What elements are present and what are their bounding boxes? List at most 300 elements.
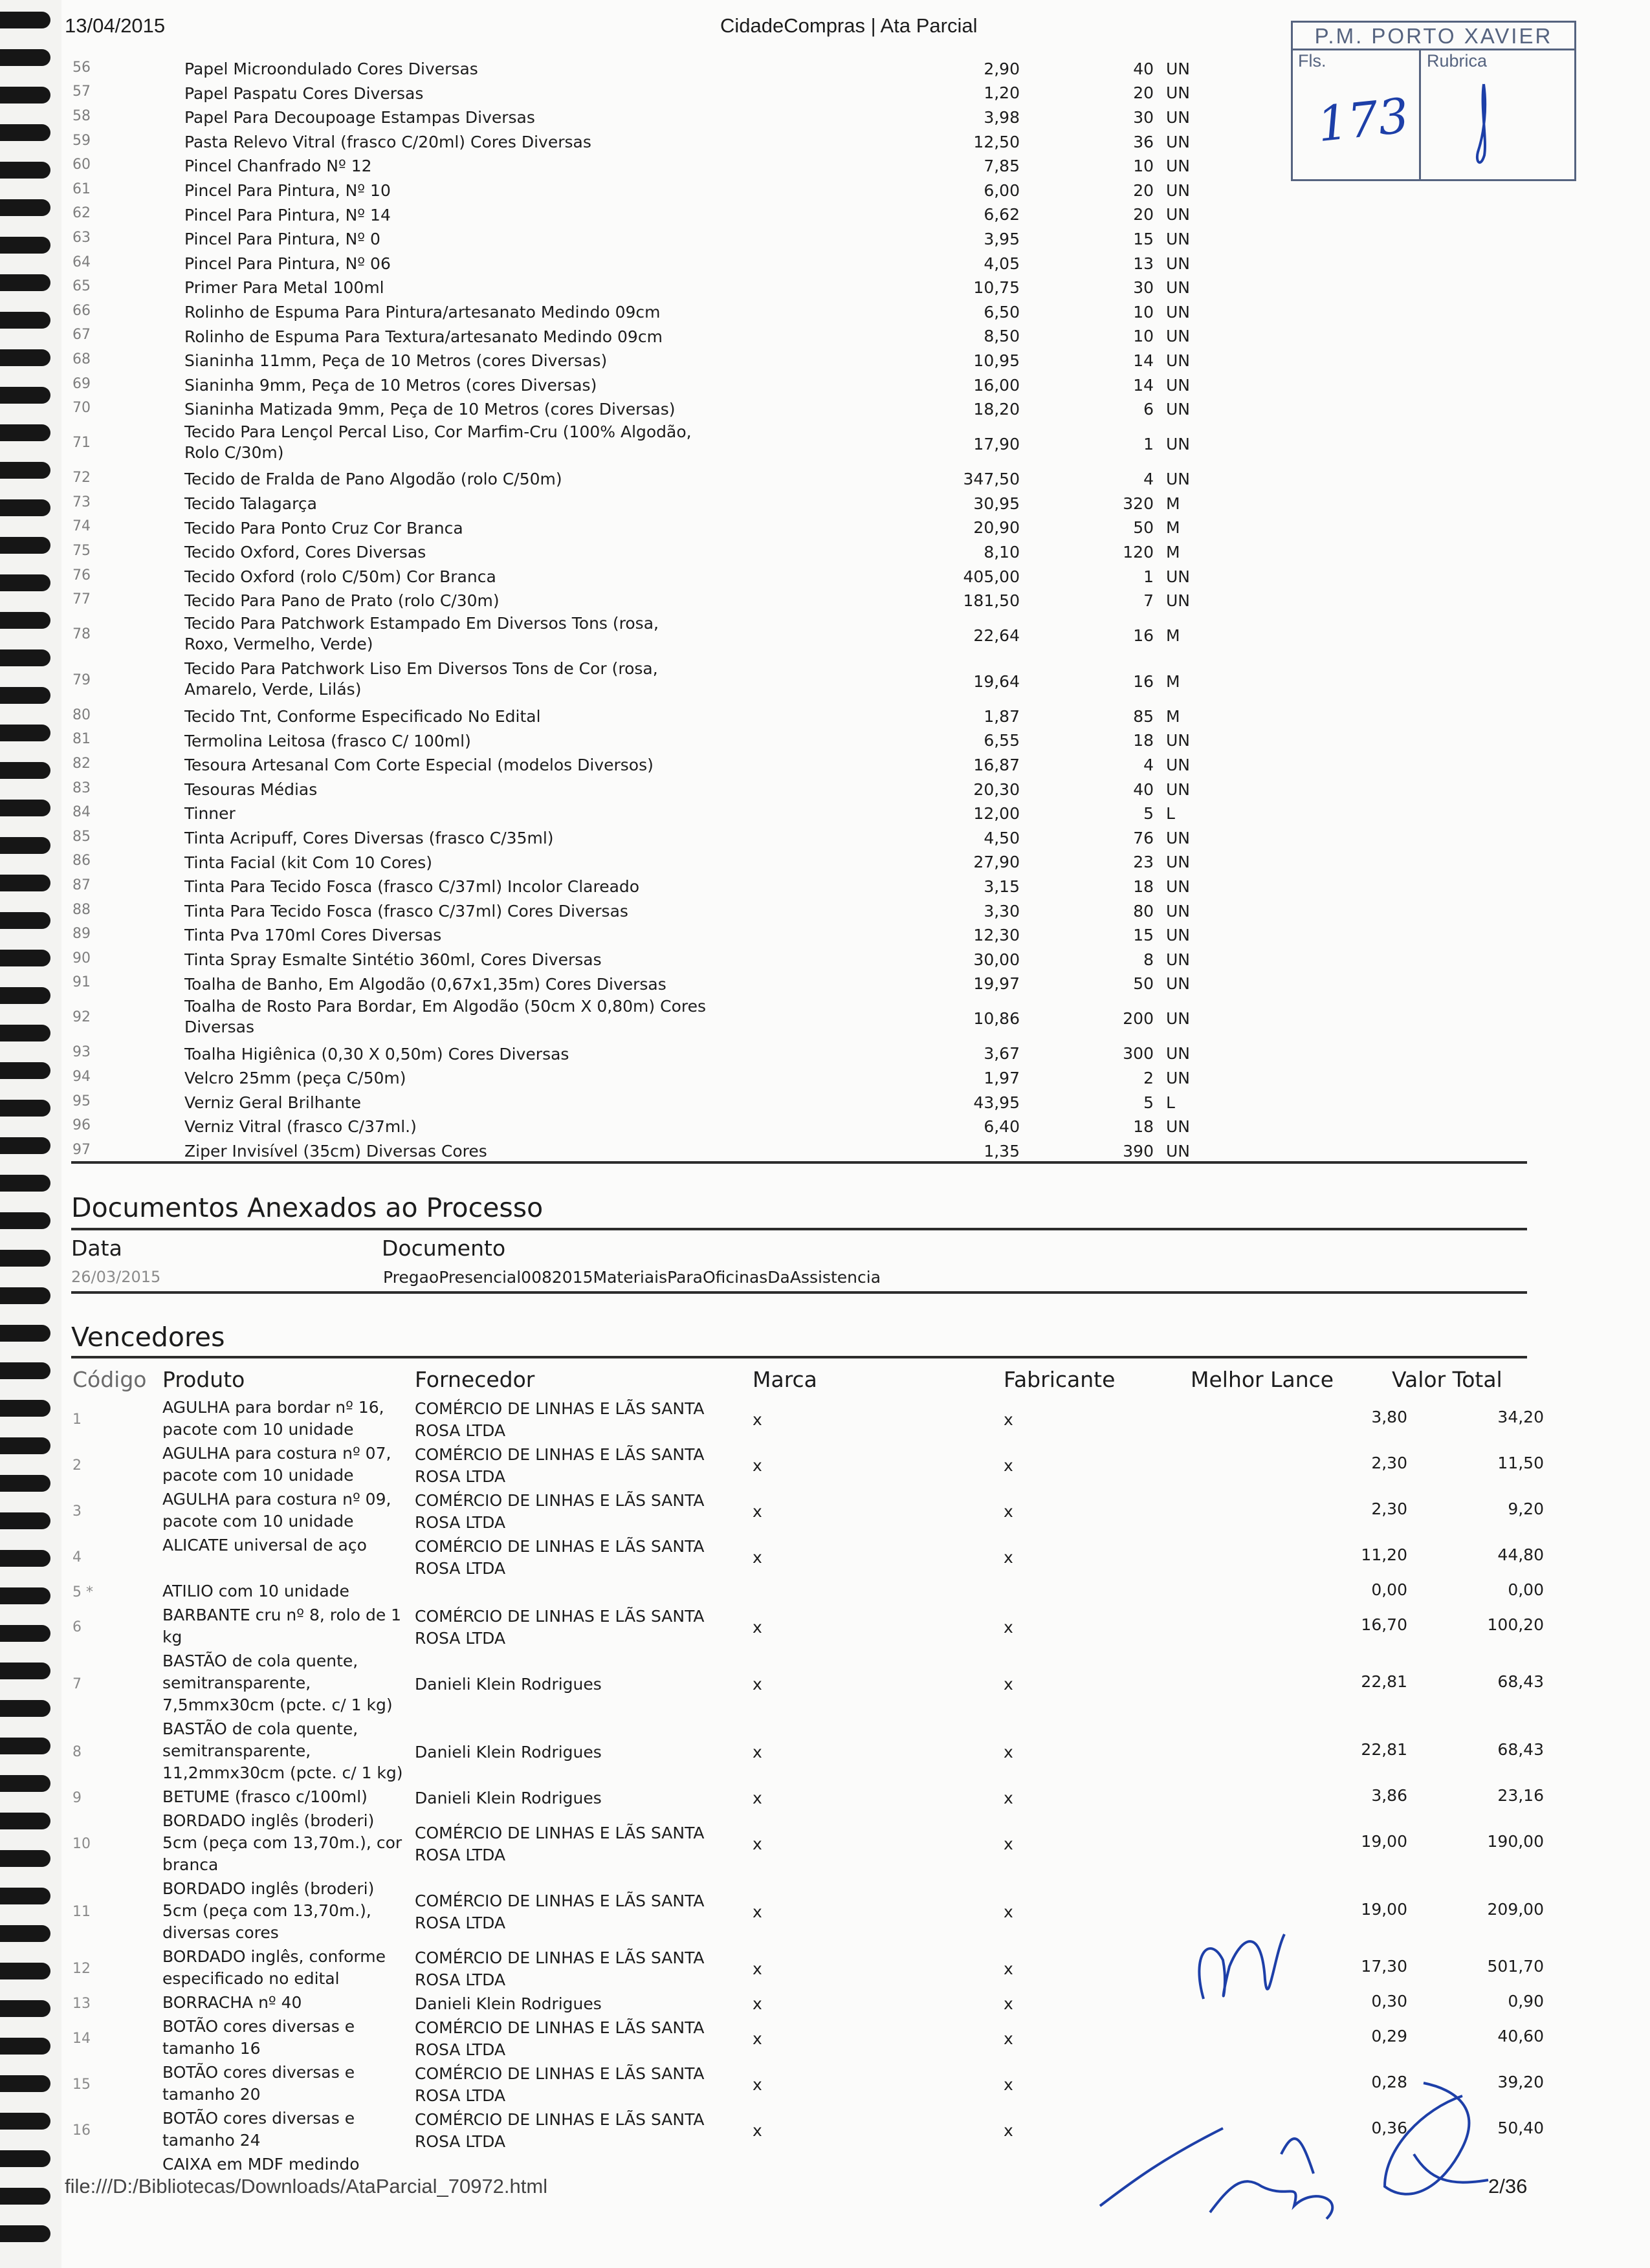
item-number: 83 — [72, 780, 91, 796]
item-price: 7,85 — [984, 157, 1020, 176]
vencedor-fornecedor: COMÉRCIO DE LINHAS E LÃS SANTA — [415, 1606, 705, 1626]
vencedor-valor-total: 9,20 — [1508, 1499, 1544, 1518]
vencedor-produto: ALICATE universal de aço — [162, 1536, 367, 1554]
item-unit: UN — [1166, 254, 1190, 273]
item-number: 56 — [72, 59, 91, 76]
vencedor-fornecedor: ROSA LTDA — [415, 1913, 506, 1932]
vencedor-codigo: 1 — [72, 1411, 82, 1428]
vencedor-melhor-lance: 0,00 — [1371, 1580, 1407, 1599]
item-unit: M — [1166, 671, 1180, 691]
item-price: 30,00 — [973, 950, 1020, 969]
item-description: Termolina Leitosa (frasco C/ 100ml) — [184, 731, 471, 750]
item-description: Toalha Higiênica (0,30 X 0,50m) Cores Diversas — [184, 1044, 569, 1063]
item-price: 17,90 — [973, 435, 1020, 454]
docs-section-title: Documentos Anexados ao Processo — [71, 1192, 544, 1223]
vencedor-melhor-lance: 3,80 — [1371, 1407, 1407, 1426]
item-price: 3,15 — [984, 877, 1020, 896]
item-price: 43,95 — [973, 1093, 1020, 1112]
signature-right — [1385, 2083, 1488, 2194]
item-number: 72 — [72, 470, 91, 486]
item-quantity: 10 — [1133, 302, 1154, 322]
item-number: 60 — [72, 157, 91, 173]
vencedor-produto: BOTÃO cores diversas e — [162, 2109, 355, 2128]
item-quantity: 200 — [1123, 1009, 1154, 1029]
item-number: 64 — [72, 254, 91, 270]
item-quantity: 5 — [1143, 1093, 1154, 1112]
vencedor-produto: BORDADO inglês (broderi) — [162, 1879, 375, 1898]
item-unit: UN — [1166, 470, 1190, 489]
vencedor-fornecedor: COMÉRCIO DE LINHAS E LÃS SANTA — [415, 1891, 705, 1910]
item-quantity: 18 — [1133, 731, 1154, 750]
item-description: Tecido Oxford, Cores Diversas — [184, 543, 426, 562]
item-unit: UN — [1166, 731, 1190, 750]
col-fabricante: Fabricante — [1004, 1367, 1116, 1392]
item-number: 92 — [72, 1009, 91, 1026]
item-unit: UN — [1166, 755, 1190, 774]
col-melhor-lance: Melhor Lance — [1191, 1367, 1334, 1392]
vencedor-fornecedor: COMÉRCIO DE LINHAS E LÃS SANTA — [415, 2110, 705, 2129]
item-quantity: 85 — [1133, 706, 1154, 726]
item-quantity: 300 — [1123, 1044, 1154, 1063]
vencedor-marca: x — [753, 1674, 762, 1694]
col-produto: Produto — [162, 1367, 245, 1392]
vencedor-fornecedor: ROSA LTDA — [415, 2132, 506, 2151]
item-number: 67 — [72, 327, 91, 343]
vencedor-valor-total: 501,70 — [1487, 1956, 1544, 1976]
vencedor-marca: x — [753, 1742, 762, 1761]
item-description: Sianinha 11mm, Peça de 10 Metros (cores Diversas) — [184, 351, 608, 371]
item-description: Tecido Para Patchwork Estampado Em Diversos Tons (rosa, — [184, 613, 659, 633]
item-quantity: 13 — [1133, 254, 1154, 273]
vencedor-valor-total: 11,50 — [1497, 1453, 1544, 1472]
vencedor-valor-total: 190,00 — [1487, 1831, 1544, 1851]
item-unit: UN — [1166, 926, 1190, 945]
vencedor-codigo: 6 — [72, 1619, 82, 1635]
item-price: 347,50 — [963, 470, 1020, 489]
vencedor-marca: x — [753, 1501, 762, 1521]
item-number: 78 — [72, 626, 91, 643]
item-price: 181,50 — [963, 591, 1020, 611]
item-price: 27,90 — [973, 853, 1020, 872]
item-description: Rolo C/30m) — [184, 442, 284, 462]
item-price: 1,35 — [984, 1141, 1020, 1161]
footer-page-number: 2/36 — [1488, 2175, 1528, 2197]
item-number: 57 — [72, 83, 91, 100]
vencedor-produto: BETUME (frasco c/100ml) — [162, 1787, 368, 1806]
item-number: 65 — [72, 278, 91, 295]
vencedor-valor-total: 209,00 — [1487, 1899, 1544, 1919]
item-description: Pincel Para Pintura, Nº 0 — [184, 230, 380, 249]
item-unit: M — [1166, 518, 1180, 538]
stamp-title: P.M. PORTO XAVIER — [1293, 23, 1574, 50]
vencedor-fabricante: x — [1004, 1788, 1013, 1807]
item-unit: M — [1166, 542, 1180, 562]
vencedor-produto: 11,2mmx30cm (pcte. c/ 1 kg) — [162, 1763, 403, 1782]
vencedor-produto: tamanho 24 — [162, 2131, 261, 2150]
item-quantity: 320 — [1123, 494, 1154, 513]
item-price: 1,97 — [984, 1068, 1020, 1087]
vencedor-produto: CAIXA em MDF medindo — [162, 2155, 360, 2174]
item-quantity: 1 — [1143, 435, 1154, 454]
item-price: 3,98 — [984, 107, 1020, 127]
item-quantity: 20 — [1133, 180, 1154, 200]
item-quantity: 23 — [1133, 853, 1154, 872]
vencedor-fabricante: x — [1004, 1959, 1013, 1978]
item-quantity: 8 — [1143, 950, 1154, 969]
item-unit: UN — [1166, 1009, 1190, 1029]
vencedor-valor-total: 0,90 — [1508, 1991, 1544, 2011]
vencedor-produto: AGULHA para bordar nº 16, — [162, 1398, 384, 1417]
vencedor-marca: x — [753, 1834, 762, 1853]
item-description: Tesoura Artesanal Com Corte Especial (modelos Diversos) — [184, 756, 654, 775]
vencedor-valor-total: 23,16 — [1497, 1785, 1544, 1805]
vencedor-codigo: 16 — [72, 2122, 91, 2139]
item-price: 8,50 — [984, 327, 1020, 346]
vencedor-codigo: 13 — [72, 1995, 91, 2012]
item-unit: UN — [1166, 157, 1190, 176]
item-description: Pasta Relevo Vitral (frasco C/20ml) Cores Diversas — [184, 132, 591, 151]
vencedor-fornecedor: ROSA LTDA — [415, 1421, 506, 1440]
signature-initials — [1199, 1934, 1284, 1999]
item-description: Rolinho de Espuma Para Pintura/artesanato Medindo 09cm — [184, 302, 661, 322]
item-price: 12,30 — [973, 926, 1020, 945]
item-description: Tecido Para Lençol Percal Liso, Cor Marfim-Cru (100% Algodão, — [184, 422, 692, 441]
item-number: 71 — [72, 435, 91, 452]
item-unit: UN — [1166, 1068, 1190, 1087]
vencedor-fornecedor: COMÉRCIO DE LINHAS E LÃS SANTA — [415, 1948, 705, 1967]
vencedor-fornecedor: ROSA LTDA — [415, 1628, 506, 1648]
item-unit: UN — [1166, 877, 1190, 896]
item-quantity: 20 — [1133, 83, 1154, 103]
vencedor-marca: x — [753, 2029, 762, 2048]
item-quantity: 2 — [1143, 1068, 1154, 1087]
item-unit: UN — [1166, 375, 1190, 395]
vencedor-melhor-lance: 2,30 — [1371, 1453, 1407, 1472]
stamp-rubrica-label: Rubrica — [1427, 51, 1488, 71]
vencedor-codigo: 2 — [72, 1457, 82, 1474]
col-codigo: Código — [72, 1367, 147, 1392]
item-quantity: 15 — [1133, 926, 1154, 945]
item-price: 16,87 — [973, 755, 1020, 774]
vencedor-fabricante: x — [1004, 1742, 1013, 1761]
vencedor-melhor-lance: 0,28 — [1371, 2072, 1407, 2091]
item-quantity: 80 — [1133, 901, 1154, 921]
vencedor-produto: tamanho 20 — [162, 2085, 261, 2104]
item-description: Tinta Para Tecido Fosca (frasco C/37ml) Incolor Clareado — [184, 877, 640, 897]
item-price: 30,95 — [973, 494, 1020, 513]
col-marca: Marca — [753, 1367, 817, 1392]
vencedor-marca: x — [753, 1617, 762, 1637]
item-number: 94 — [72, 1068, 91, 1085]
item-price: 3,95 — [984, 229, 1020, 248]
vencedor-melhor-lance: 0,36 — [1371, 2118, 1407, 2137]
item-quantity: 30 — [1133, 278, 1154, 298]
vencedor-fabricante: x — [1004, 1410, 1013, 1429]
vencedor-melhor-lance: 22,81 — [1361, 1739, 1407, 1759]
vencedor-produto: especificado no edital — [162, 1969, 340, 1988]
stamp-fls-label: Fls. — [1298, 51, 1326, 71]
header-title: CidadeCompras | Ata Parcial — [720, 14, 978, 37]
vencedor-produto: pacote com 10 unidade — [162, 1466, 354, 1485]
item-number: 77 — [72, 591, 91, 608]
item-price: 6,50 — [984, 302, 1020, 322]
item-quantity: 14 — [1133, 351, 1154, 370]
vencedor-produto: AGULHA para costura nº 07, — [162, 1444, 391, 1463]
item-description: Papel Microondulado Cores Diversas — [184, 60, 478, 78]
item-price: 4,50 — [984, 828, 1020, 847]
item-quantity: 50 — [1133, 974, 1154, 994]
vencedor-fabricante: x — [1004, 2121, 1013, 2140]
signature-stroke-left — [1100, 2128, 1223, 2206]
item-description: Tecido Oxford (rolo C/50m) Cor Branca — [184, 567, 496, 586]
item-number: 68 — [72, 351, 91, 367]
vencedor-valor-total: 39,20 — [1497, 2072, 1544, 2091]
item-price: 1,87 — [984, 706, 1020, 726]
item-quantity: 4 — [1143, 470, 1154, 489]
item-number: 80 — [72, 706, 91, 723]
vencedor-produto: semitransparente, — [162, 1674, 311, 1692]
item-number: 75 — [72, 542, 91, 559]
item-quantity: 16 — [1133, 626, 1154, 646]
item-unit: UN — [1166, 132, 1190, 151]
vencedor-produto: BOTÃO cores diversas e — [162, 2017, 355, 2036]
vencedor-fabricante: x — [1004, 1834, 1013, 1853]
col-fornecedor: Fornecedor — [415, 1367, 535, 1392]
vencedor-fabricante: x — [1004, 1617, 1013, 1637]
vencedor-fabricante: x — [1004, 2075, 1013, 2094]
item-number: 84 — [72, 804, 91, 821]
item-price: 2,90 — [984, 59, 1020, 78]
item-description: Amarelo, Verde, Lilás) — [184, 680, 362, 699]
vencedor-fornecedor: ROSA LTDA — [415, 1845, 506, 1864]
item-quantity: 120 — [1123, 542, 1154, 562]
item-quantity: 16 — [1133, 671, 1154, 691]
vencedor-produto: branca — [162, 1855, 219, 1874]
vencedor-fabricante: x — [1004, 1501, 1013, 1521]
item-description: Rolinho de Espuma Para Textura/artesanato Medindo 09cm — [184, 327, 663, 346]
item-unit: M — [1166, 706, 1180, 726]
item-description: Pincel Para Pintura, Nº 10 — [184, 180, 391, 200]
item-quantity: 10 — [1133, 157, 1154, 176]
vencedor-produto: semitransparente, — [162, 1741, 311, 1760]
vencedor-marca: x — [753, 2121, 762, 2140]
item-number: 86 — [72, 853, 91, 869]
vencedor-fornecedor: ROSA LTDA — [415, 1970, 506, 1989]
item-description: Tecido Tnt, Conforme Especificado No Edital — [184, 706, 541, 726]
item-price: 19,64 — [973, 671, 1020, 691]
vencedor-fornecedor: COMÉRCIO DE LINHAS E LÃS SANTA — [415, 2064, 705, 2083]
item-price: 6,62 — [984, 205, 1020, 224]
item-number: 87 — [72, 877, 91, 893]
vencedor-codigo: 4 — [72, 1549, 82, 1565]
vencedor-valor-total: 44,80 — [1497, 1545, 1544, 1564]
item-description: Tecido Para Pano de Prato (rolo C/30m) — [184, 591, 500, 611]
item-price: 10,75 — [973, 278, 1020, 298]
vencedor-fabricante: x — [1004, 1674, 1013, 1694]
item-number: 81 — [72, 731, 91, 748]
item-price: 12,50 — [973, 132, 1020, 151]
item-number: 97 — [72, 1141, 91, 1158]
vencedor-fornecedor: ROSA LTDA — [415, 1558, 506, 1578]
item-number: 73 — [72, 494, 91, 510]
vencedor-marca: x — [753, 1959, 762, 1978]
item-number: 74 — [72, 518, 91, 535]
item-quantity: 5 — [1143, 804, 1154, 823]
item-description: Verniz Vitral (frasco C/37ml.) — [184, 1117, 417, 1137]
item-unit: UN — [1166, 327, 1190, 346]
vencedor-fornecedor: ROSA LTDA — [415, 2086, 506, 2105]
vencedor-produto: 5cm (peça com 13,70m.), cor — [162, 1833, 402, 1852]
item-unit: UN — [1166, 567, 1190, 586]
item-unit: UN — [1166, 1044, 1190, 1063]
item-quantity: 15 — [1133, 229, 1154, 248]
item-unit: UN — [1166, 229, 1190, 248]
vencedor-melhor-lance: 2,30 — [1371, 1499, 1407, 1518]
item-quantity: 10 — [1133, 327, 1154, 346]
item-description: Tinta Facial (kit Com 10 Cores) — [184, 853, 433, 872]
item-price: 16,00 — [973, 375, 1020, 395]
item-number: 70 — [72, 400, 91, 417]
item-quantity: 4 — [1143, 755, 1154, 774]
item-description: Primer Para Metal 100ml — [184, 278, 384, 298]
item-description: Roxo, Vermelho, Verde) — [184, 634, 373, 653]
item-unit: UN — [1166, 1141, 1190, 1161]
vencedor-fabricante: x — [1004, 1902, 1013, 1921]
item-price: 3,67 — [984, 1044, 1020, 1063]
vencedor-codigo: 14 — [72, 2030, 91, 2047]
item-number: 90 — [72, 950, 91, 966]
vencedor-fornecedor: COMÉRCIO DE LINHAS E LÃS SANTA — [415, 1399, 705, 1418]
item-quantity: 18 — [1133, 877, 1154, 896]
item-price: 19,97 — [973, 974, 1020, 994]
item-number: 82 — [72, 755, 91, 772]
item-quantity: 20 — [1133, 205, 1154, 224]
item-unit: UN — [1166, 828, 1190, 847]
item-description: Papel Paspatu Cores Diversas — [184, 83, 424, 103]
item-description: Pincel Chanfrado Nº 12 — [184, 157, 372, 176]
item-description: Velcro 25mm (peça C/50m) — [184, 1069, 406, 1088]
vencedor-codigo: 10 — [72, 1835, 91, 1852]
item-number: 85 — [72, 828, 91, 845]
vencedor-fornecedor: COMÉRCIO DE LINHAS E LÃS SANTA — [415, 1823, 705, 1842]
vencedor-marca: x — [753, 2075, 762, 2094]
item-description: Tinta Para Tecido Fosca (frasco C/37ml) Cores Diversas — [184, 901, 628, 921]
item-number: 63 — [72, 229, 91, 246]
vencedor-marca: x — [753, 1410, 762, 1429]
vencedor-fornecedor: COMÉRCIO DE LINHAS E LÃS SANTA — [415, 1490, 705, 1510]
vencedores-section-title: Vencedores — [71, 1322, 225, 1353]
item-description: Papel Para Decoupoage Estampas Diversas — [184, 108, 535, 127]
vencedor-marca: x — [753, 1994, 762, 2013]
vencedor-codigo: 5 * — [72, 1584, 93, 1600]
vencedor-melhor-lance: 0,29 — [1371, 2026, 1407, 2045]
item-description: Sianinha 9mm, Peça de 10 Metros (cores Diversas) — [184, 375, 597, 395]
item-price: 12,00 — [973, 804, 1020, 823]
vencedor-codigo: 9 — [72, 1789, 82, 1806]
item-number: 58 — [72, 107, 91, 124]
item-price: 10,95 — [973, 351, 1020, 370]
vencedor-produto: ATILIO com 10 unidade — [162, 1582, 349, 1600]
item-price: 18,20 — [973, 400, 1020, 419]
item-description: Tinta Pva 170ml Cores Diversas — [184, 926, 442, 945]
item-number: 95 — [72, 1093, 91, 1109]
item-description: Toalha de Banho, Em Algodão (0,67x1,35m) Cores Diversas — [184, 974, 666, 994]
item-quantity: 14 — [1133, 375, 1154, 395]
header-date: 13/04/2015 — [65, 14, 166, 37]
vencedor-valor-total: 0,00 — [1508, 1580, 1544, 1599]
item-unit: UN — [1166, 853, 1190, 872]
vencedor-fornecedor: Danieli Klein Rodrigues — [415, 1674, 602, 1694]
vencedor-produto: kg — [162, 1628, 182, 1646]
vencedor-fornecedor: COMÉRCIO DE LINHAS E LÃS SANTA — [415, 2018, 705, 2037]
item-unit: UN — [1166, 901, 1190, 921]
item-unit: UN — [1166, 180, 1190, 200]
vencedor-fornecedor: Danieli Klein Rodrigues — [415, 1994, 602, 2013]
vencedor-fornecedor: ROSA LTDA — [415, 1512, 506, 1532]
item-price: 8,10 — [984, 542, 1020, 562]
item-number: 69 — [72, 375, 91, 392]
vencedor-valor-total: 34,20 — [1497, 1407, 1544, 1426]
item-description: Tecido de Fralda de Pano Algodão (rolo C/50m) — [184, 470, 562, 489]
vencedor-fornecedor: Danieli Klein Rodrigues — [415, 1742, 602, 1761]
item-unit: L — [1166, 1093, 1175, 1112]
item-price: 4,05 — [984, 254, 1020, 273]
vencedor-melhor-lance: 3,86 — [1371, 1785, 1407, 1805]
col-valor-total: Valor Total — [1392, 1367, 1502, 1392]
item-quantity: 390 — [1123, 1141, 1154, 1161]
vencedor-melhor-lance: 11,20 — [1361, 1545, 1407, 1564]
item-description: Tecido Para Patchwork Liso Em Diversos Tons de Cor (rosa, — [184, 659, 658, 679]
vencedor-melhor-lance: 0,30 — [1371, 1991, 1407, 2011]
vencedor-melhor-lance: 19,00 — [1361, 1831, 1407, 1851]
item-unit: UN — [1166, 400, 1190, 419]
item-number: 66 — [72, 302, 91, 319]
vencedor-melhor-lance: 22,81 — [1361, 1672, 1407, 1691]
item-quantity: 30 — [1133, 107, 1154, 127]
item-quantity: 50 — [1133, 518, 1154, 538]
docs-col-data: Data — [71, 1236, 122, 1261]
vencedor-valor-total: 100,20 — [1487, 1615, 1544, 1634]
vencedor-produto: BORDADO inglês (broderi) — [162, 1811, 375, 1830]
item-price: 20,30 — [973, 780, 1020, 799]
item-unit: L — [1166, 804, 1175, 823]
docs-row-date: 26/03/2015 — [71, 1268, 161, 1286]
docs-row-document-link[interactable]: PregaoPresencial0082015MateriaisParaOficinasDaAssistencia — [383, 1268, 881, 1287]
vencedor-codigo: 8 — [72, 1743, 82, 1760]
item-quantity: 36 — [1133, 132, 1154, 151]
footer-file-path: file:///D:/Bibliotecas/Downloads/AtaParcial_70972.html — [65, 2175, 548, 2197]
item-description: Pincel Para Pintura, Nº 14 — [184, 205, 391, 224]
item-price: 22,64 — [973, 626, 1020, 646]
item-quantity: 7 — [1143, 591, 1154, 611]
item-number: 62 — [72, 205, 91, 222]
vencedor-marca: x — [753, 1547, 762, 1567]
vencedor-melhor-lance: 16,70 — [1361, 1615, 1407, 1634]
vencedor-produto: tamanho 16 — [162, 2039, 261, 2058]
vencedor-fabricante: x — [1004, 2029, 1013, 2048]
item-number: 88 — [72, 901, 91, 918]
item-unit: UN — [1166, 278, 1190, 298]
item-unit: UN — [1166, 780, 1190, 799]
item-unit: UN — [1166, 974, 1190, 994]
vencedor-marca: x — [753, 1902, 762, 1921]
item-description: Tecido Talagarça — [184, 494, 317, 513]
item-unit: UN — [1166, 83, 1190, 103]
vencedor-produto: BASTÃO de cola quente, — [162, 1719, 358, 1738]
vencedor-produto: 5cm (peça com 13,70m.), — [162, 1901, 371, 1920]
item-number: 79 — [72, 671, 91, 688]
item-unit: UN — [1166, 107, 1190, 127]
